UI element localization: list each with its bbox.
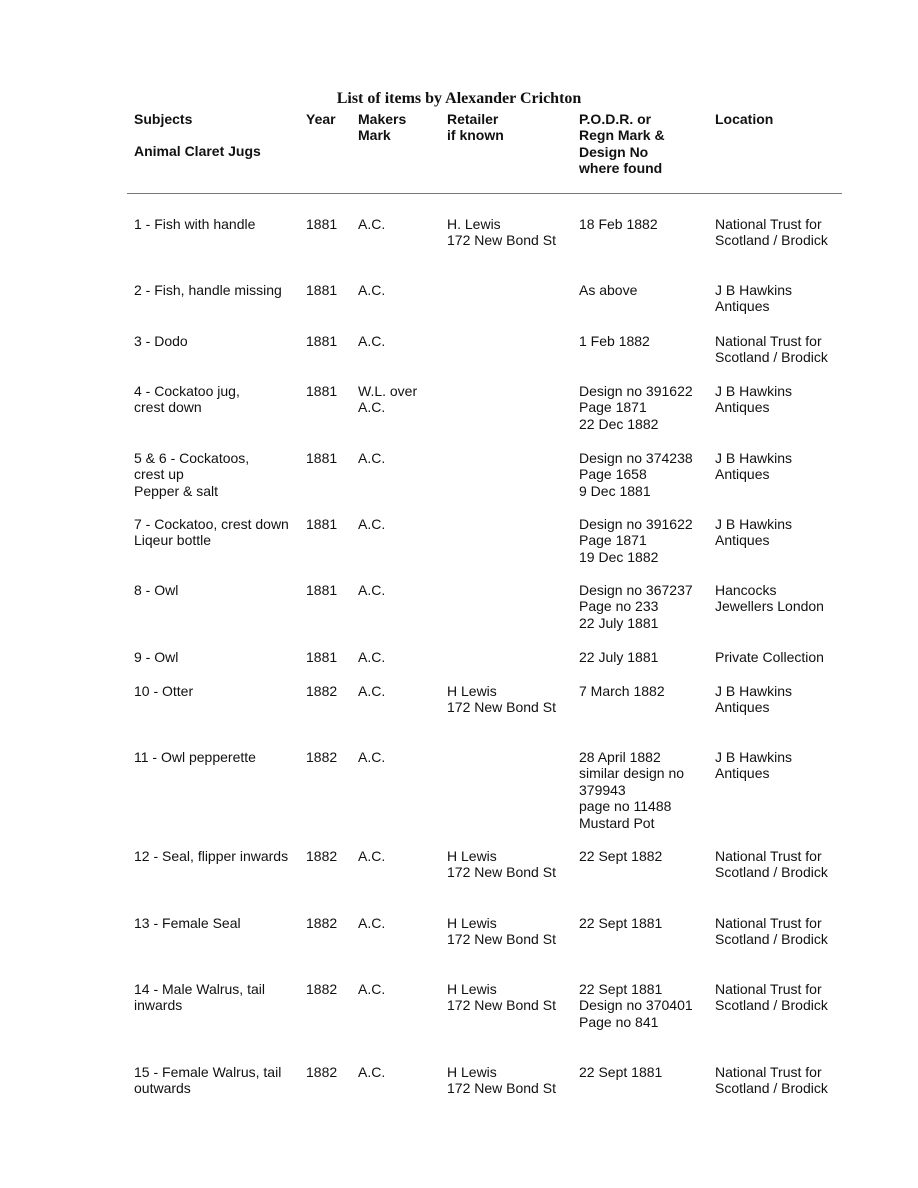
cell-location: National Trust for Scotland / Brodick <box>715 915 828 948</box>
cell-location: J B Hawkins Antiques <box>715 516 793 549</box>
cell-retailer: H Lewis 172 New Bond St <box>447 1064 556 1097</box>
cell-retailer: H Lewis 172 New Bond St <box>447 915 556 948</box>
header-retailer: Retailer if known <box>447 111 504 144</box>
cell-location: National Trust for Scotland / Brodick <box>715 333 828 366</box>
cell-year: 1882 <box>306 915 338 931</box>
cell-subject: 3 - Dodo <box>134 333 188 349</box>
cell-location: National Trust for Scotland / Brodick <box>715 216 828 249</box>
cell-year: 1881 <box>306 649 338 665</box>
header-location: Location <box>715 111 774 127</box>
cell-location: J B Hawkins Antiques <box>715 450 793 483</box>
header-subjects: Subjects <box>134 111 193 127</box>
cell-year: 1881 <box>306 516 338 532</box>
cell-podr: 7 March 1882 <box>579 683 665 699</box>
cell-makers-mark: A.C. <box>358 450 386 466</box>
cell-podr: 22 Sept 1882 <box>579 848 663 864</box>
cell-subject: 9 - Owl <box>134 649 179 665</box>
cell-podr: As above <box>579 282 638 298</box>
cell-subject: 7 - Cockatoo, crest down Liqeur bottle <box>134 516 289 549</box>
header-category: Animal Claret Jugs <box>134 143 261 159</box>
cell-year: 1881 <box>306 216 338 232</box>
cell-subject: 10 - Otter <box>134 683 194 699</box>
cell-makers-mark: A.C. <box>358 1064 386 1080</box>
header-divider <box>127 193 842 194</box>
cell-year: 1881 <box>306 333 338 349</box>
cell-year: 1882 <box>306 848 338 864</box>
cell-subject: 8 - Owl <box>134 582 179 598</box>
cell-location: Private Collection <box>715 649 824 665</box>
cell-location: National Trust for Scotland / Brodick <box>715 1064 828 1097</box>
page-title-text: List of items by Alexander Crichton <box>336 90 582 107</box>
cell-year: 1881 <box>306 282 338 298</box>
cell-subject: 12 - Seal, flipper inwards <box>134 848 289 864</box>
cell-location: National Trust for Scotland / Brodick <box>715 848 828 881</box>
cell-retailer: H Lewis 172 New Bond St <box>447 683 556 716</box>
cell-subject: 2 - Fish, handle missing <box>134 282 282 298</box>
cell-podr: 28 April 1882 similar design no 379943 page no 11488 Mustard Pot <box>579 749 685 831</box>
cell-makers-mark: A.C. <box>358 333 386 349</box>
header-podr: P.O.D.R. or Regn Mark & Design No where found <box>579 111 665 177</box>
cell-location: J B Hawkins Antiques <box>715 683 793 716</box>
cell-podr: Design no 391622 Page 1871 19 Dec 1882 <box>579 516 693 565</box>
cell-podr: 1 Feb 1882 <box>579 333 650 349</box>
cell-year: 1882 <box>306 1064 338 1080</box>
cell-subject: 15 - Female Walrus, tail outwards <box>134 1064 282 1097</box>
header-year: Year <box>306 111 336 127</box>
cell-year: 1882 <box>306 981 338 997</box>
cell-retailer: H Lewis 172 New Bond St <box>447 848 556 881</box>
page-title <box>0 89 918 109</box>
cell-retailer: H Lewis 172 New Bond St <box>447 981 556 1014</box>
cell-makers-mark: A.C. <box>358 649 386 665</box>
cell-subject: 5 & 6 - Cockatoos, crest up Pepper & salt <box>134 450 250 499</box>
cell-makers-mark: W.L. over A.C. <box>358 383 418 416</box>
cell-podr: Design no 367237 Page no 233 22 July 1881 <box>579 582 693 631</box>
cell-year: 1882 <box>306 683 338 699</box>
cell-subject: 4 - Cockatoo jug, crest down <box>134 383 240 416</box>
cell-podr: Design no 391622 Page 1871 22 Dec 1882 <box>579 383 693 432</box>
cell-makers-mark: A.C. <box>358 683 386 699</box>
cell-makers-mark: A.C. <box>358 848 386 864</box>
cell-podr: 22 Sept 1881 <box>579 1064 663 1080</box>
cell-makers-mark: A.C. <box>358 516 386 532</box>
cell-year: 1881 <box>306 450 338 466</box>
cell-podr: 22 Sept 1881 Design no 370401 Page no 841 <box>579 981 693 1030</box>
header-makers-mark: Makers Mark <box>358 111 407 144</box>
cell-year: 1881 <box>306 383 338 399</box>
cell-podr: 22 July 1881 <box>579 649 659 665</box>
cell-podr: Design no 374238 Page 1658 9 Dec 1881 <box>579 450 693 499</box>
cell-makers-mark: A.C. <box>358 282 386 298</box>
cell-location: National Trust for Scotland / Brodick <box>715 981 828 1014</box>
cell-subject: 1 - Fish with handle <box>134 216 256 232</box>
cell-subject: 14 - Male Walrus, tail inwards <box>134 981 265 1014</box>
cell-makers-mark: A.C. <box>358 216 386 232</box>
cell-location: J B Hawkins Antiques <box>715 749 793 782</box>
cell-location: Hancocks Jewellers London <box>715 582 824 615</box>
cell-makers-mark: A.C. <box>358 582 386 598</box>
cell-makers-mark: A.C. <box>358 749 386 765</box>
cell-makers-mark: A.C. <box>358 981 386 997</box>
cell-subject: 13 - Female Seal <box>134 915 241 931</box>
cell-retailer: H. Lewis 172 New Bond St <box>447 216 556 249</box>
cell-subject: 11 - Owl pepperette <box>134 749 256 765</box>
cell-podr: 22 Sept 1881 <box>579 915 663 931</box>
cell-year: 1882 <box>306 749 338 765</box>
cell-makers-mark: A.C. <box>358 915 386 931</box>
cell-location: J B Hawkins Antiques <box>715 282 793 315</box>
cell-year: 1881 <box>306 582 338 598</box>
cell-location: J B Hawkins Antiques <box>715 383 793 416</box>
cell-podr: 18 Feb 1882 <box>579 216 658 232</box>
